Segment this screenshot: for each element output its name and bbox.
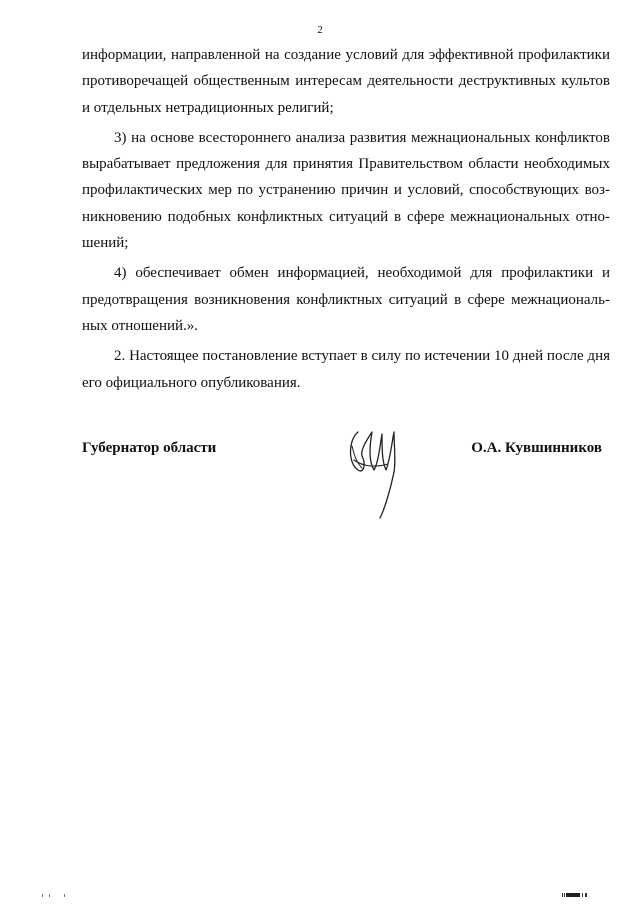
scan-artifact-barcode [562,892,592,898]
paragraph-item-4: 4) обеспечивает обмен информацией, необходимой для профилактики и предотвращения возникновения конфликтных ситуаций в сфере межнациональных отношений.». [82,265,610,334]
page-number: 2 [317,24,323,36]
paragraph-item-3: 3) на основе всестороннего анализа развития межнациональных конфликтов вырабатывает предложения для принятия Правительством области необходимых профилактических мер по устранению причин и условий, способствующих возникновению подобных конфликтных ситуаций в сфере межнациональных отношений; [82,129,610,252]
paragraph-clause-2: 2. Настоящее постановление вступает в силу по истечении 10 дней после дня его официального опубликования. [82,348,610,391]
scan-artifact-marks [42,893,72,899]
signer-name: О.А. Кувшинников [471,440,602,456]
paragraph-continuation: информации, направленной на создание условий для эффективной профилактики противоречащей общественным интересам деятельности деструктивных культов и отдельных нетрадиционных религий; [82,47,610,116]
document-body [82,42,610,396]
signer-title: Губернатор области [82,440,217,456]
handwritten-signature [344,420,404,520]
